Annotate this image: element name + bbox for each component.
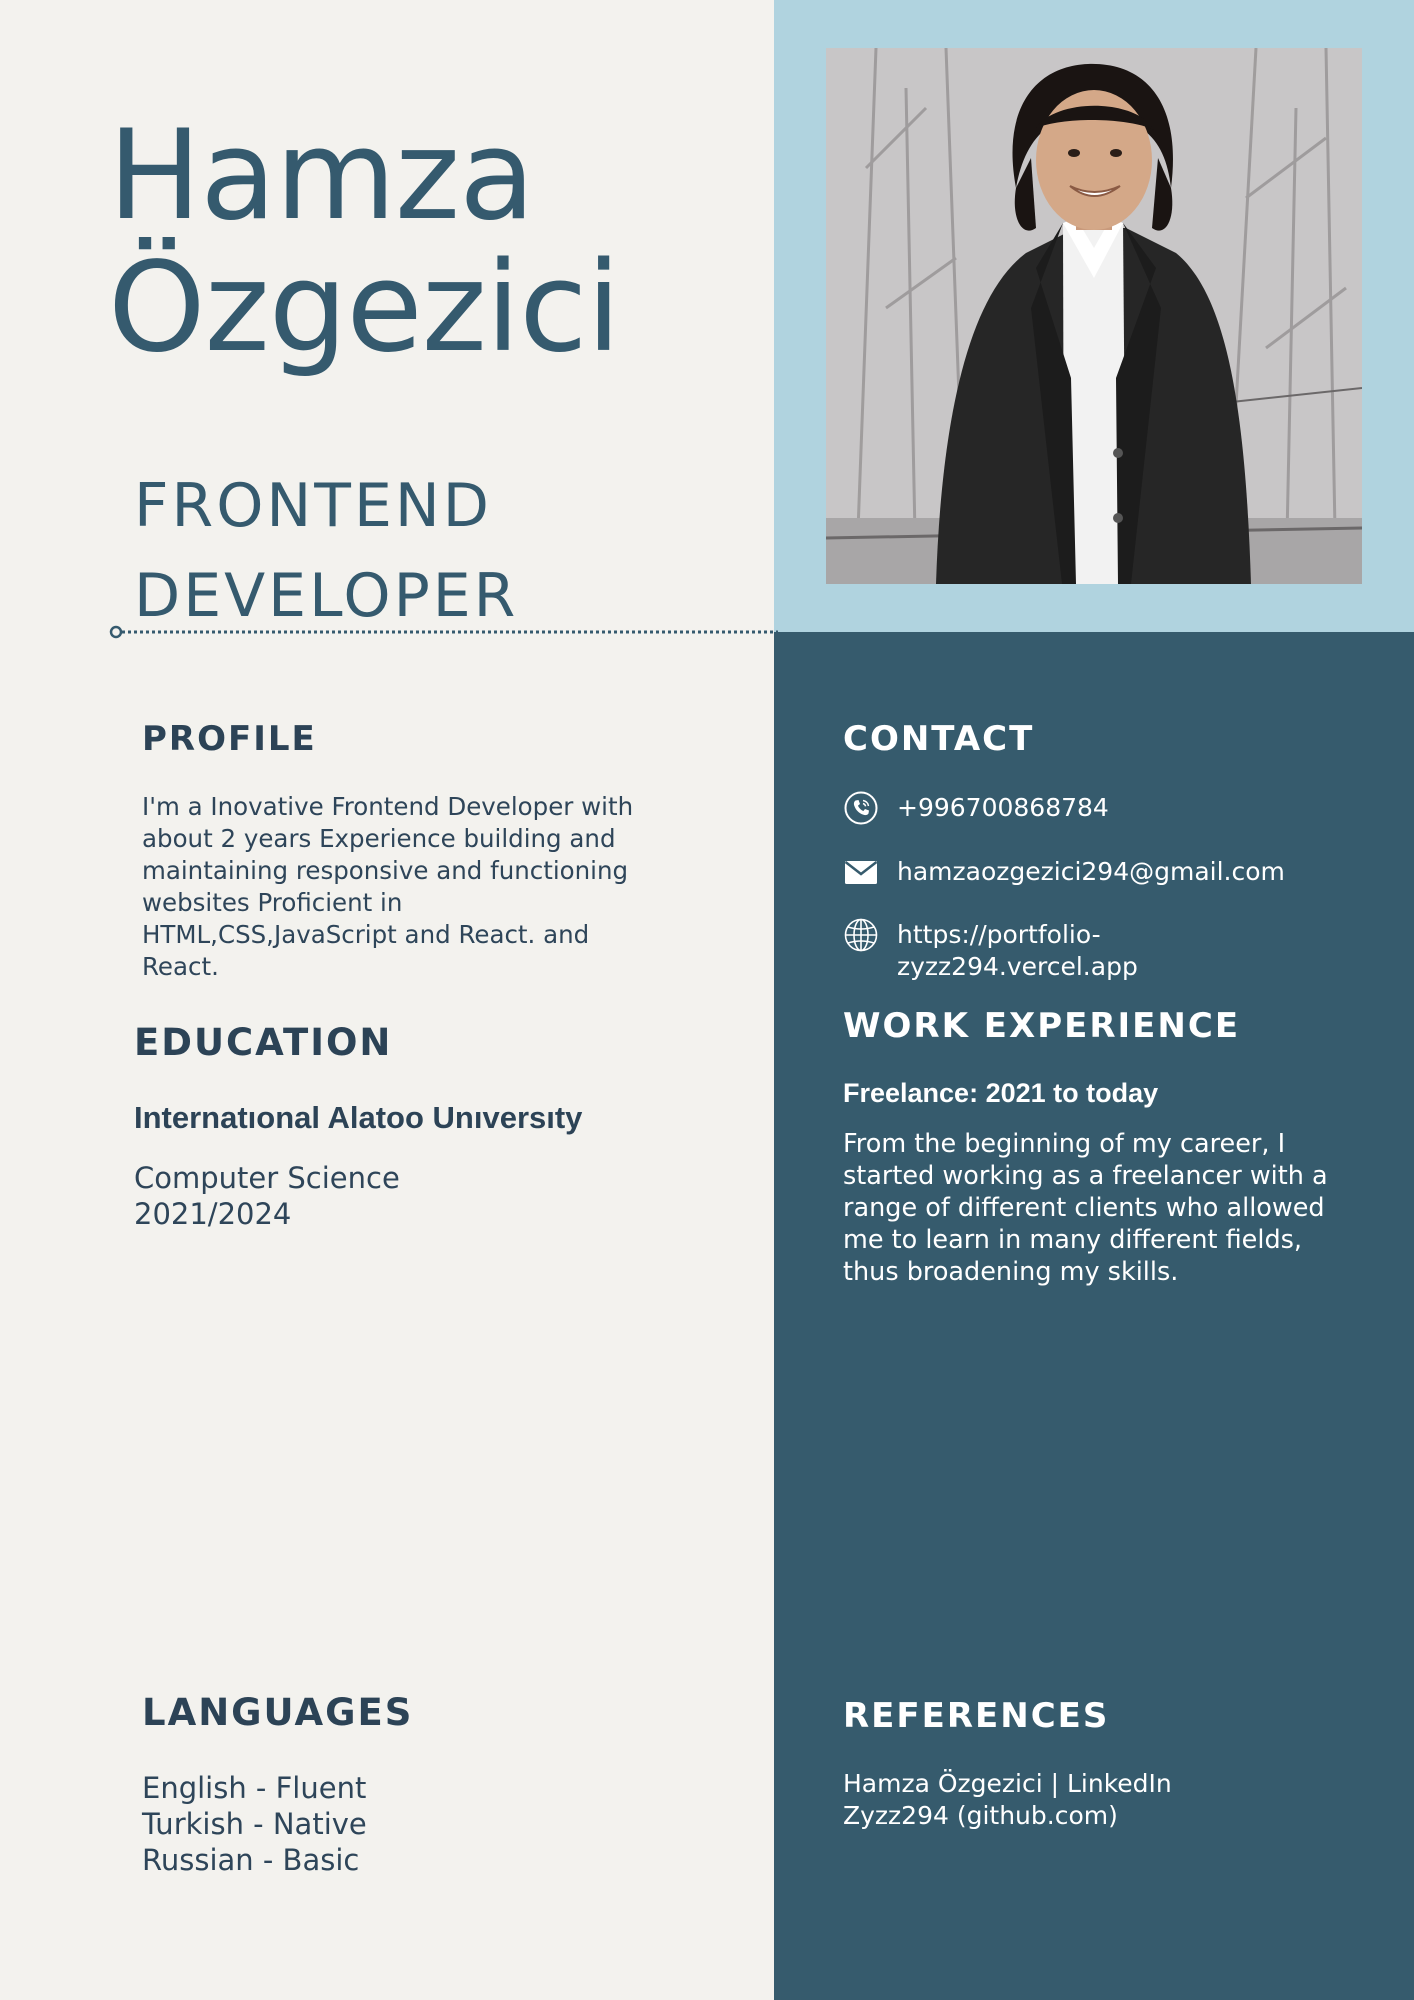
education-years: 2021/2024 xyxy=(134,1197,292,1231)
language-item: English - Fluent xyxy=(142,1771,367,1805)
education-details xyxy=(134,1160,400,1232)
job-title-line-1: FRONTEND xyxy=(134,471,492,541)
contact-website[interactable]: https://portfolio-zyzz294.vercel.app xyxy=(897,920,1138,981)
globe-icon xyxy=(843,917,879,953)
language-item: Turkish - Native xyxy=(142,1807,367,1841)
job-title-line-2: DEVELOPER xyxy=(134,561,519,631)
education-heading: EDUCATION xyxy=(134,1021,393,1064)
contact-website-row[interactable] xyxy=(843,919,1363,983)
education-degree: Computer Science xyxy=(134,1161,400,1195)
first-name: Hamza xyxy=(108,104,535,248)
profile-heading: PROFILE xyxy=(142,719,317,759)
language-item: Russian - Basic xyxy=(142,1843,360,1877)
contact-heading: CONTACT xyxy=(843,719,1035,759)
profile-text: I'm a Inovative Frontend Developer with about 2 years Experience building and maintaining responsive and functioning websites Proficient in HTML,CSS,JavaScript and React. and React. xyxy=(142,792,634,981)
mail-icon xyxy=(843,854,879,890)
dotted-divider xyxy=(108,624,778,640)
last-name: Özgezici xyxy=(108,236,620,380)
contact-phone[interactable]: +996700868784 xyxy=(897,793,1109,822)
work-experience-heading: WORK EXPERIENCE xyxy=(843,1006,1241,1046)
work-role: Freelance: 2021 to today xyxy=(843,1078,1159,1108)
reference-github[interactable]: Zyzz294 (github.com) xyxy=(843,1801,1118,1830)
work-description: From the beginning of my career, I started working as a freelancer with a range of different clients who allowed me to learn in many different fields, thus broadening my skills. xyxy=(843,1129,1328,1287)
profile-photo xyxy=(826,48,1362,584)
education-school: Internatıonal Alatoo Unıversıty xyxy=(134,1100,583,1135)
contact-email-row[interactable] xyxy=(843,856,1363,890)
references-heading: REFERENCES xyxy=(843,1696,1110,1736)
reference-linkedin[interactable]: Hamza Özgezici | LinkedIn xyxy=(843,1769,1172,1798)
languages-list xyxy=(142,1770,367,1878)
references-list xyxy=(843,1768,1363,1832)
contact-email[interactable]: hamzaozgezici294@gmail.com xyxy=(897,857,1285,886)
languages-heading: LANGUAGES xyxy=(142,1691,414,1734)
contact-phone-row[interactable] xyxy=(843,792,1363,826)
phone-icon xyxy=(843,790,879,826)
